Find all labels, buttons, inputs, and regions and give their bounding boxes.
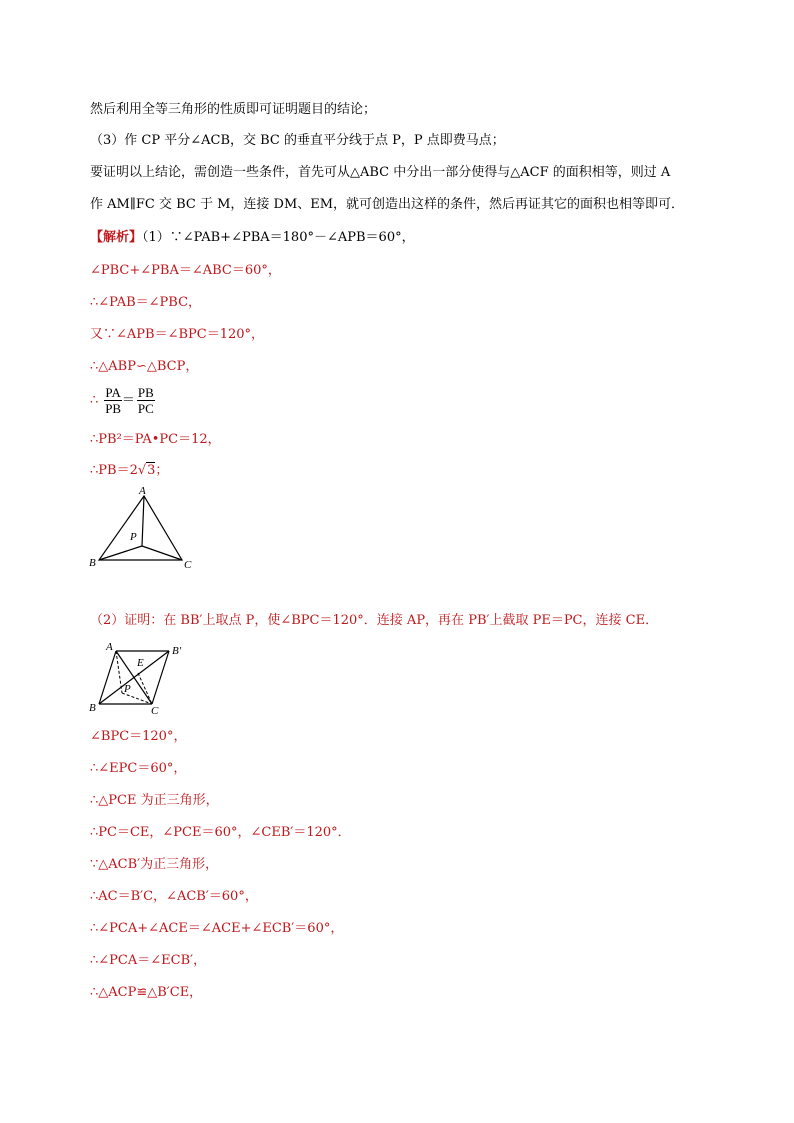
text-line-9: ∴△ABP∽△BCP， (90, 359, 199, 374)
fig1-label-c: C (184, 559, 192, 571)
text-line-8: 又∵∠APB＝∠BPC＝120°， (90, 327, 265, 342)
text-line-2: （3）作 CP 平分∠ACB，交 BC 的垂直平分线于点 P，P 点即费马点； (90, 133, 505, 148)
text-line-3: 要证明以上结论，需创造一些条件，首先可从△ABC 中分出一部分使得与△ACF 的面积相等，则过 A (90, 165, 671, 180)
text-line-12: ∴PB＝2√3； (90, 463, 169, 478)
fig2-label-b: B (89, 702, 96, 714)
fig2-label-p: P (124, 683, 131, 695)
fraction-pa-pb: $\frac{PA}{PB}$ (105, 385, 122, 416)
text-line-20: ∴∠PCA+∠ACE＝∠ACE+∠ECB′＝60°， (90, 921, 344, 936)
text-line-18: ∵△ACB′为正三角形， (90, 857, 219, 872)
text-line-17: ∴PC＝CE，∠PCE＝60°，∠CEB′＝120°． (90, 825, 351, 840)
fig1-label-p: P (130, 531, 137, 543)
text-line-15: ∴∠EPC＝60°， (90, 761, 187, 776)
figure-2-parallelogram (84, 638, 194, 720)
analysis-label: 【解析】 (90, 230, 143, 245)
text-line-16: ∴△PCE 为正三角形， (90, 793, 219, 808)
text-line-21: ∴∠PCA＝∠ECB′， (90, 953, 207, 968)
text-line-6: ∠PBC+∠PBA＝∠ABC＝60°， (90, 263, 281, 278)
text-line-5: 【解析】（1）∵∠PAB+∠PBA＝180°－∠APB＝60°， (90, 230, 415, 245)
text-line-7: ∴∠PAB＝∠PBC， (90, 295, 202, 310)
fig2-label-e: E (137, 657, 144, 669)
text-line-4: 作 AM∥FC 交 BC 于 M，连接 DM、EM，就可创造出这样的条件，然后再证其它的面积也相等即可． (90, 197, 685, 212)
fig1-label-a: A (139, 485, 146, 497)
text-line-19: ∴AC＝B′C，∠ACB′＝60°， (90, 889, 258, 904)
fig2-label-a: A (106, 641, 113, 653)
text-line-13: （2）证明：在 BB′上取点 P，使∠BPC＝120°．连接 AP，再在 PB′上截取 PE＝PC，连接 CE． (90, 613, 659, 628)
fraction-pb-pc: $\frac{PB}{PC}$ (137, 385, 154, 416)
fig2-label-c: C (151, 705, 159, 717)
fig2-label-bprime: B' (172, 645, 182, 657)
fig1-label-b: B (89, 557, 96, 569)
fraction-line: ∴ $\frac{PA}{PB}$ ＝ $\frac{PB}{PC}$ (90, 385, 154, 416)
text-line-1: 然后利用全等三角形的性质即可证明题目的结论； (90, 102, 377, 117)
text-line-22: ∴△ACP≌△B′CE， (90, 985, 203, 1000)
text-line-11: ∴PB²＝PA•PC＝12， (90, 432, 221, 447)
text-line-14: ∠BPC＝120°， (90, 729, 187, 744)
figure-1-triangle (84, 484, 204, 574)
